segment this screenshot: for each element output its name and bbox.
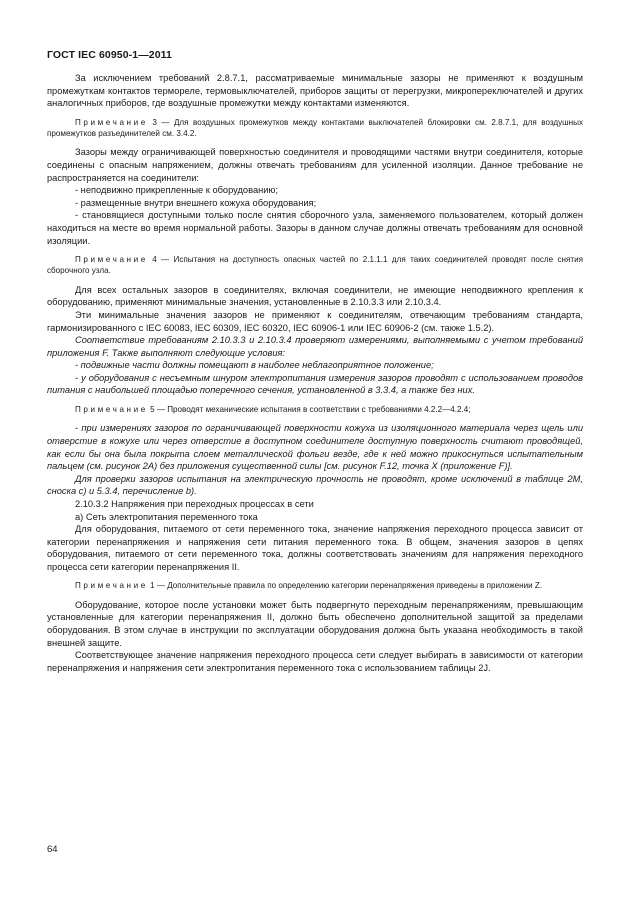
note-label: Примечание: [75, 405, 148, 415]
list-item: - у оборудования с несъемным шнуром электропитания измерения зазоров проводят с использованием проводов питания с наибольшей площадью поперечного сечения, установленной в 3.3.4, а также без них.: [47, 372, 583, 396]
note-1: [47, 580, 583, 591]
compliance-text: Для проверки зазоров испытания на электрическую прочность не проводят, кроме исключений в таблице 2М, сноска с) и 5.3.4, перечисление b).: [47, 473, 583, 497]
note-label: Примечание: [75, 255, 148, 265]
paragraph-other-clearances: Для всех остальных зазоров в соединителях, включая соединители, не имеющие неподвижного крепления к оборудованию, применяют минимальные значения, установленные в 2.10.3.3 или 2.10.3.4. Эти минимальные значения зазоров не применяют к соединителям, отвечающим требованиям стандарта, гармонизированного с IEC 60083, IEC 60309, IEC 60320, IEC 60906-1 или IEC 60906-2 (см. также 1.5.2). Соответствие требованиям 2.10.3.3 и 2.10.3.4 проверяют измерениями, выполняемыми с учетом требований приложения F. Также выполняют следующие условия: - подвижные части должны помещают в наиболее неблагоприятное положение; - у оборудования с несъемным шнуром электропитания измерения зазоров проводят с использованием проводов питания с наибольшей площадью поперечного сечения, установленной в 3.3.4, а также без них.: [47, 284, 583, 396]
section-heading: 2.10.3.2 Напряжения при переходных процессах в сети: [75, 498, 314, 509]
document-header: ГОСТ IEC 60950-1—2011: [47, 49, 172, 61]
compliance-text: Соответствие требованиям 2.10.3.3 и 2.10.3.4 проверяют измерениями, выполняемыми с учетом требований приложения F. Также выполняют следующие условия:: [47, 335, 583, 358]
note-5: [47, 404, 583, 415]
list-item: - становящиеся доступными только после снятия сборочного узла, заменяемого пользователем, который должен находиться на месте во время нормальной работы. Зазоры в данном случае должны отвечать требованиям для основной изоляции.: [47, 210, 583, 246]
note-text: 3 — Для воздушных промежутков между контактами выключателей блокировки см. 2.8.7.1, для воздушных промежутков разъединителей см. 3.4.2.: [47, 117, 583, 139]
page-body: [47, 72, 583, 674]
list-item: - при измерениях зазоров по ограничивающей поверхности кожуха из изоляционного материала через щель или отверстие в кожухе или через отверстие в доступном соединителе доступную поверхность считают проводящей, как если бы она была покрыта слоем металлической фольги везде, где к ней можно прикоснуться испытательным пальцем (см. рисунок 2А) без приложения существенной силы [см. рисунок F.12, точка X (приложение F)].: [47, 423, 583, 472]
note-text: 1 — Дополнительные правила по определению категории перенапряжения приведены в приложении Z.: [147, 581, 543, 591]
paragraph-measurements: - при измерениях зазоров по ограничивающей поверхности кожуха из изоляционного материала через щель или отверстие в кожухе или через отверстие в доступном соединителе доступную поверхность считают проводящей, как если бы она была покрыта слоем металлической фольги везде, где к ней можно прикоснуться испытательным пальцем (см. рисунок 2А) без приложения существенной силы [см. рисунок F.12, точка X (приложение F)]. Для проверки зазоров испытания на электрическую прочность не проводят, кроме исключений в таблице 2М, сноска с) и 5.3.4, перечисление b). 2.10.3.2 Напряжения при переходных процессах в сети а) Сеть электропитания переменного тока Для оборудования, питаемого от сети переменного тока, значение напряжения переходного процесса зависит от категории перенапряжения и напряжения сети питания переменного тока. В общем, значения зазоров в цепях оборудования, питаемого от сети переменного тока, должны соответствовать значениям для напряжения переходного процесса сети категории перенапряжения II.: [47, 423, 583, 572]
note-text: 4 — Испытания на доступность опасных частей по 2.1.1.1 для таких соединителей проводят после снятия сборочного узла.: [47, 255, 583, 276]
note-label: Примечание: [75, 117, 148, 127]
list-item: - подвижные части должны помещают в наиболее неблагоприятное положение;: [75, 360, 434, 371]
page-number: 64: [47, 844, 58, 855]
paragraph-protection: Оборудование, которое после установки может быть подвергнуто переходным перенапряжениям, превышающим установленные для категории перенапряжения II, должно быть обеспечено дополнительной защитой за пределами оборудования. В этом случае в инструкции по эксплуатации оборудования должна быть указана необходимость в такой внешней защите. Соответствующее значение напряжения переходного процесса сети следует выбирать в зависимости от категории перенапряжения и напряжения сети электропитания переменного тока с использованием таблицы 2J.: [47, 599, 583, 673]
list-item: - размещенные внутри внешнего кожуха оборудования;: [75, 197, 317, 208]
subsection-heading: а) Сеть электропитания переменного тока: [75, 511, 258, 522]
note-label: Примечание: [75, 581, 148, 591]
note-text: 5 — Проводят механические испытания в соответствии с требованиями 4.2.2—4.2.4;: [147, 405, 471, 415]
list-item: - неподвижно прикрепленные к оборудованию;: [75, 185, 278, 196]
paragraph-exceptions: За исключением требований 2.8.7.1, рассматриваемые минимальные зазоры не применяют к воздушным промежуткам контактов термореле, термовыключателей, приборов защиты от перегрузки, микропереключателей и других аналогичных приборов, где воздушные промежутки между контактами изменяются.: [47, 73, 583, 109]
note-3: [47, 117, 583, 140]
paragraph-connectors: Зазоры между ограничивающей поверхностью соединителя и проводящими частями внутри соединителя, которые соединены с опасным напряжением, должны отвечать требованиям для усиленной изоляции. Данное требование не распространяется на соединители: - неподвижно прикрепленные к оборудованию; - размещенные внутри внешнего кожуха оборудования; - становящиеся доступными только после снятия сборочного узла, заменяемого пользователем, который должен находиться на месте во время нормальной работы. Зазоры в данном случае должны отвечать требованиям для основной изоляции.: [47, 147, 583, 246]
note-4: [47, 254, 583, 277]
